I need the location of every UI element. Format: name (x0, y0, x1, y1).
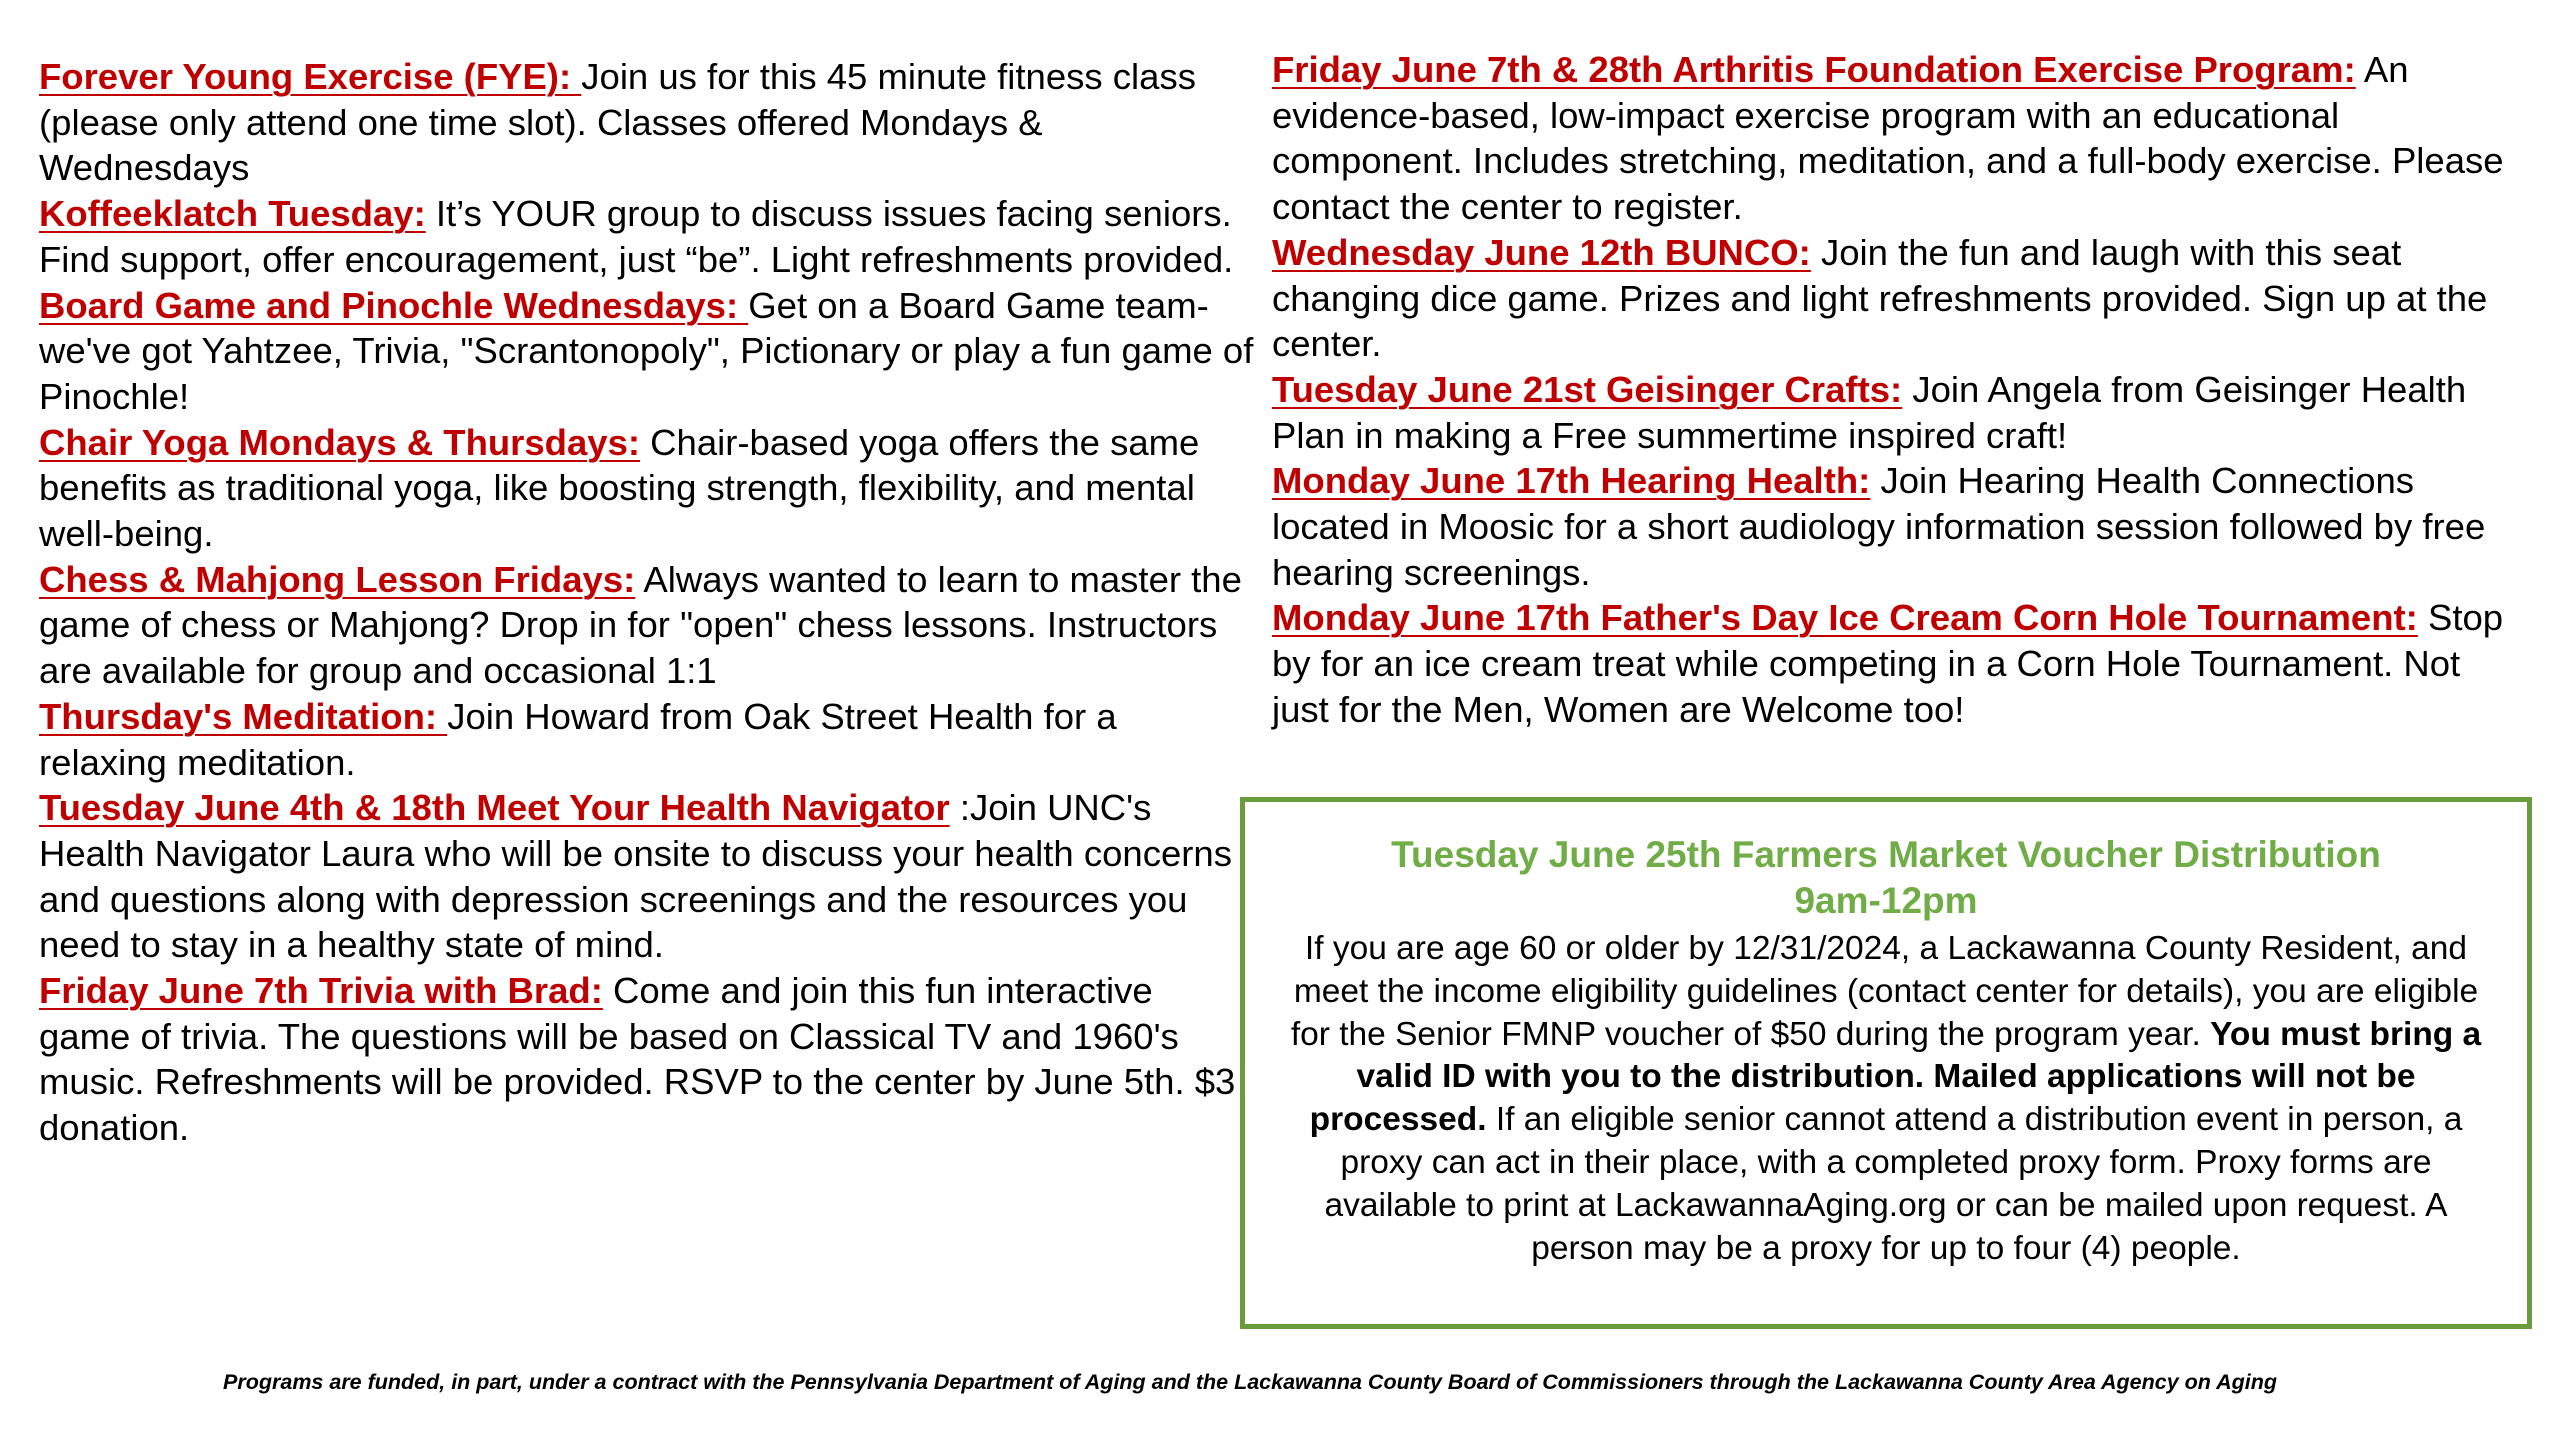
program-title: Tuesday June 4th & 18th Meet Your Health Navigator (39, 787, 950, 829)
program-title: Tuesday June 21st Geisinger Crafts: (1272, 368, 1903, 410)
program-title: Chair Yoga Mondays & Thursdays: (39, 421, 641, 463)
program-title: Chess & Mahjong Lesson Fridays: (39, 558, 636, 600)
program-title: Thursday's Meditation: (39, 695, 448, 737)
left-column (39, 54, 1254, 1151)
voucher-title-text: Tuesday June 25th Farmers Market Voucher Distribution (1391, 834, 2381, 875)
program-description: :Join UNC's Health Navigator Laura who will be onsite to discuss your health concerns and questions along with depression screenings and the resources you need to stay in a healthy state of mind. (39, 787, 1232, 966)
voucher-id-requirement: You must bring a valid ID with you to the distribution. Mailed applications will not be processed. (1309, 1015, 2482, 1139)
program-corn-hole (1272, 595, 2527, 732)
right-column (1272, 47, 2527, 733)
program-description: Stop by for an ice cream treat while competing in a Corn Hole Tournament. Not just for the Men, Women are Welcome too! (1272, 597, 2504, 730)
program-title: Monday June 17th Hearing Health: (1272, 460, 1871, 502)
program-chess-mahjong (39, 557, 1254, 694)
voucher-proxy-text: If an eligible senior cannot attend a distribution event in person, a proxy can act in their place, with a completed proxy form. Proxy forms are available to print at LackawannaAging.org or can be mailed upon request. A person may be a proxy for up to four (4) people. (1324, 1101, 2463, 1267)
program-description: Join Howard from Oak Street Health for a relaxing meditation. (39, 695, 1117, 783)
program-arthritis-exercise (1272, 47, 2527, 230)
program-title: Wednesday June 12th BUNCO: (1272, 231, 1811, 273)
program-meditation (39, 694, 1254, 785)
program-bunco (1272, 230, 2527, 367)
program-geisinger-crafts (1272, 367, 2527, 458)
program-description: Join Hearing Health Connections located in Moosic for a short audiology information session followed by free hearing screenings. (1272, 460, 2486, 593)
program-health-navigator (39, 785, 1254, 968)
program-title: Friday June 7th Trivia with Brad: (39, 970, 603, 1012)
program-title: Koffeeklatch Tuesday: (39, 193, 426, 235)
voucher-title (1285, 832, 2487, 924)
program-hearing-health (1272, 458, 2527, 595)
voucher-eligibility-text: If you are age 60 or older by 12/31/2024, a Lackawanna County Resident, and meet the income eligibility guidelines (contact center for details), you are eligible for the Senior FMNP voucher of $50 during the program year. (1290, 930, 2479, 1053)
program-description: Chair-based yoga offers the same benefits as traditional yoga, like boosting strength, flexibility, and mental well-being. (39, 421, 1200, 555)
program-description: Join us for this 45 minute fitness class (please only attend one time slot). Classes offered Mondays & Wednesdays (39, 56, 1196, 189)
program-chair-yoga (39, 420, 1254, 557)
program-description: Get on a Board Game team-we've got Yahtzee, Trivia, "Scrantonopoly", Pictionary or play a fun game of Pinochle! (39, 284, 1254, 417)
program-description: An evidence-based, low-impact exercise program with an educational component. Includes stretching, meditation, and a full-body exercise. Please contact the center to register. (1272, 49, 2504, 228)
voucher-distribution-box (1240, 797, 2532, 1329)
program-description: Come and join this fun interactive game of trivia. The questions will be based on Classical TV and 1960's music. Refreshments will be provided. RSVP to the center by June 5th. $3 donation. (39, 970, 1236, 1149)
program-title: Friday June 7th & 28th Arthritis Foundation Exercise Program: (1272, 49, 2356, 90)
program-board-game (39, 283, 1254, 420)
funding-footer: Programs are funded, in part, under a contract with the Pennsylvania Department of Aging and the Lackawanna County Board of Commissioners through the Lackawanna County Area Agency on Aging (223, 1370, 2277, 1394)
program-title: Forever Young Exercise (FYE): (39, 56, 582, 97)
voucher-details (1285, 928, 2487, 1270)
program-description: It’s YOUR group to discuss issues facing seniors. Find support, offer encouragement, just “be”. Light refreshments provided. (39, 193, 1234, 280)
voucher-time: 9am-12pm (1794, 880, 1978, 921)
program-trivia (39, 968, 1254, 1151)
program-fye (39, 54, 1254, 191)
program-title: Board Game and Pinochle Wednesdays: (39, 284, 749, 326)
program-koffeeklatch (39, 191, 1254, 282)
program-title: Monday June 17th Father's Day Ice Cream Corn Hole Tournament: (1272, 597, 2418, 639)
program-description: Always wanted to learn to master the game of chess or Mahjong? Drop in for "open" chess lessons. Instructors are available for group and occasional 1:1 (39, 558, 1242, 692)
program-description: Join Angela from Geisinger Health Plan in making a Free summertime inspired craft! (1272, 368, 2467, 456)
program-description: Join the fun and laugh with this seat changing dice game. Prizes and light refreshments provided. Sign up at the center. (1272, 231, 2488, 365)
